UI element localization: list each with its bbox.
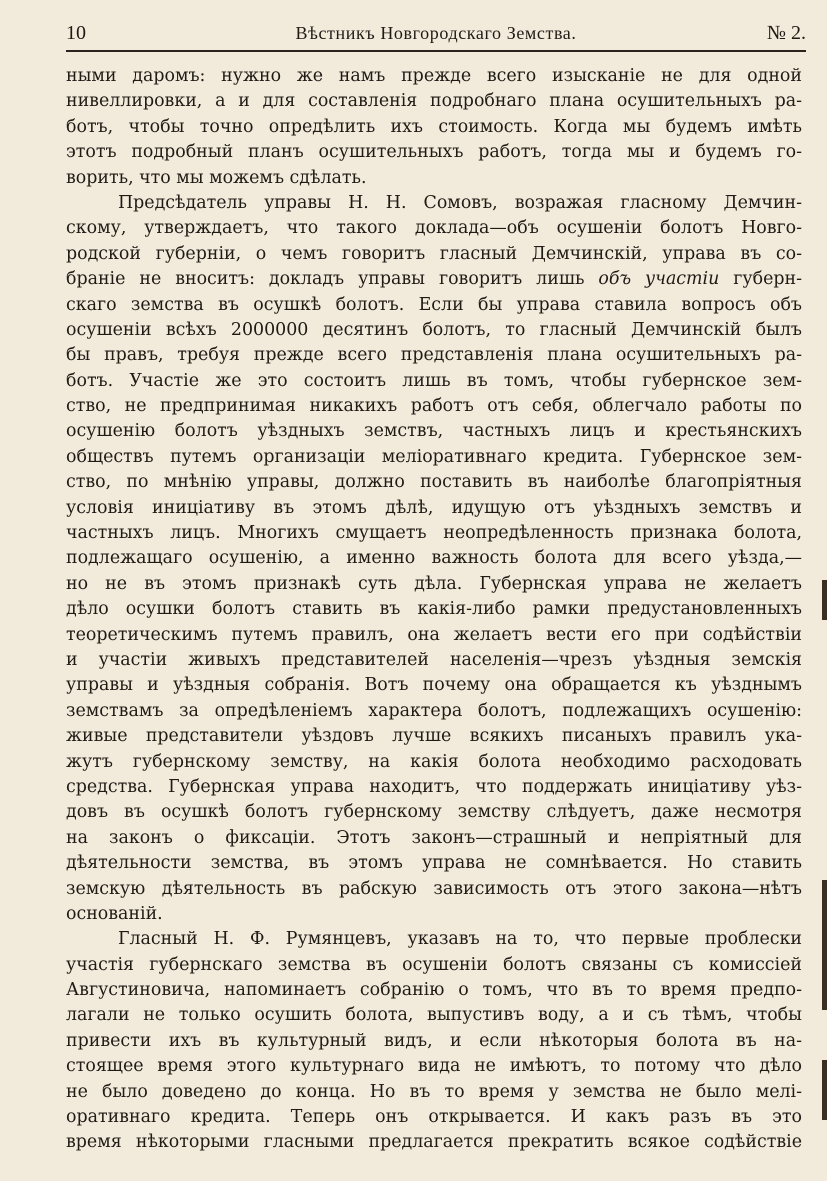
text-run: обществъ путемъ организаціи меліоративнаго кредита. Губернское зем- [66,446,802,467]
text-run: ство, не предпринимая никакихъ работъ отъ себя, облегчало работы по [66,396,802,417]
text-run: Августиновича, напоминаетъ собранію о томъ, что въ то время предпо- [66,980,802,1001]
text-line [66,978,802,1003]
text-run: условія иниціативу въ этомъ дѣлѣ, идущую отъ уѣздныхъ земствъ и [66,497,802,518]
text-line [66,902,802,927]
page-number: 10 [66,22,86,44]
text-run: губерн- [733,269,802,290]
text-line [66,1029,802,1054]
text-line [66,115,802,140]
text-run: стоящее время этого культурнаго вида не имѣютъ, то потому что дѣло [66,1056,802,1077]
text-line [66,546,802,571]
text-line [66,216,802,241]
text-line [66,927,802,952]
text-line [66,1130,802,1155]
italic-emphasis: объ участіи [598,269,720,290]
text-line [66,166,802,191]
text-run: дѣятельности земства, въ этомъ управа не сомнѣвается. Но ставить [66,853,802,874]
text-run: нивеллировки, а и для составленія подробнаго плана осушительныхъ ра- [66,91,802,112]
text-line [66,267,802,292]
text-line [66,140,802,165]
text-run: средства. Губернская управа находитъ, что поддержать иниціативу уѣз- [66,776,802,797]
text-line [66,1054,802,1079]
text-line [66,445,802,470]
text-line [66,191,802,216]
page-edge-mark [822,580,827,620]
body-text [66,64,802,1156]
text-run: ство, по мнѣнію управы, должно поставить въ наиболѣе благопріятныя [66,472,802,493]
text-run: осушенію болотъ уѣздныхъ земствъ, частныхъ лицъ и крестьянскихъ [66,421,802,442]
text-line [66,953,802,978]
text-run: но не въ этомъ признакѣ суть дѣла. Губернская управа не желаетъ [66,573,802,594]
text-run: частныхъ лицъ. Многихъ смущаетъ неопредѣленность признака болота, [66,523,802,544]
text-line [66,394,802,419]
text-line [66,242,802,267]
text-line [66,1105,802,1130]
text-line [66,826,802,851]
text-line [66,369,802,394]
text-run: Гласный Н. Ф. Румянцевъ, указавъ на то, что первые проблески [118,929,802,950]
text-run: этотъ подробный планъ осушительныхъ работъ, тогда мы и будемъ го- [66,142,802,163]
text-run: время нѣкоторыми гласными предлагается прекратить всякое содѣйствіе [66,1132,802,1153]
text-line [66,1080,802,1105]
text-line [66,851,802,876]
text-run: Предсѣдатель управы Н. Н. Сомовъ, возражая гласному Демчин- [118,192,802,213]
page-edge-mark [822,880,827,1010]
text-run: ворить, что мы можемъ сдѣлать. [66,167,367,188]
text-run: земскую дѣятельность въ рабскую зависимость отъ этого закона—нѣтъ [66,878,802,899]
text-line [66,572,802,597]
text-line [66,750,802,775]
text-run: довъ въ осушкѣ болотъ губернскому земству слѣдуетъ, даже несмотря [66,802,802,823]
text-line [66,775,802,800]
text-run: на законъ о фиксаціи. Этотъ законъ—страшный и непріятный для [66,827,802,848]
text-line [66,318,802,343]
text-run: скаго земства въ осушкѣ болотъ. Если бы управа ставила вопросъ объ [66,294,802,315]
text-line [66,343,802,368]
text-run: привести ихъ въ культурный видъ, и если нѣкоторыя болота въ на- [66,1030,802,1051]
text-run: подлежащаго осушенію, а именно важность болота для всего уѣзда,— [66,548,802,569]
text-run: и участіи живыхъ представителей населенія—чрезъ уѣздныя земскія [66,649,802,670]
issue-number: № 2. [766,22,806,44]
text-line [66,623,802,648]
text-line [66,699,802,724]
text-run: скому, утверждаетъ, что такого доклада—объ осушеніи болотъ Новго- [66,218,802,239]
text-line [66,800,802,825]
text-run: ботъ, чтобы точно опредѣлить ихъ стоимость. Когда мы будемъ имѣть [66,116,802,137]
text-line [66,877,802,902]
text-line [66,1003,802,1028]
text-run: браніе не вноситъ: докладъ управы говоритъ лишь [66,269,585,290]
text-run: основаній. [66,903,163,924]
text-line [66,597,802,622]
text-run: лагали не только осушить болота, выпустивъ воду, а и съ тѣмъ, чтобы [66,1005,802,1026]
text-run: ботъ. Участіе же это состоитъ лишь въ томъ, чтобы губернское зем- [66,370,802,391]
text-run: дѣло осушки болотъ ставить въ какія-либо рамки предустановленныхъ [66,599,802,620]
page-edge-mark [822,1060,827,1120]
text-line [66,419,802,444]
text-run: оративнаго кредита. Теперь онъ открывается. И какъ разъ въ это [66,1107,802,1128]
text-run: участія губернскаго земства въ осушеніи болотъ связаны съ комиссіей [66,954,802,975]
text-line [66,521,802,546]
text-run: родской губерніи, о чемъ говоритъ гласный Демчинскій, управа въ со- [66,243,802,264]
text-run: теоретическимъ путемъ правилъ, она желаетъ вести его при содѣйствіи [66,624,802,645]
text-line [66,724,802,749]
text-run: не было доведено до конца. Но въ то время у земства не было мелі- [66,1081,802,1102]
text-line [66,64,802,89]
header-rule [66,50,806,52]
text-run: живые представители уѣздовъ лучше всякихъ писаныхъ правилъ ука- [66,726,802,747]
text-line [66,293,802,318]
journal-title: Вѣстникъ Новгородскаго Земства. [295,23,577,43]
text-run: осушеніи всѣхъ 2000000 десятинъ болотъ, то гласный Демчинскій былъ [66,319,802,340]
text-line [66,496,802,521]
text-line [66,648,802,673]
text-line [66,470,802,495]
text-line [66,89,802,114]
text-run: земствамъ за опредѣленіемъ характера болотъ, подлежащихъ осушенію: [66,700,802,721]
text-line [66,673,802,698]
text-run: жутъ губернскому земству, на какія болота необходимо расходовать [66,751,802,772]
text-run: управы и уѣздныя собранія. Вотъ почему она обращается къ уѣзднымъ [66,675,802,696]
text-run: ными даромъ: нужно же намъ прежде всего изысканіе не для одной [66,66,802,86]
text-run: бы правъ, требуя прежде всего представленія плана осушительныхъ ра- [66,345,802,366]
running-header [66,20,806,50]
